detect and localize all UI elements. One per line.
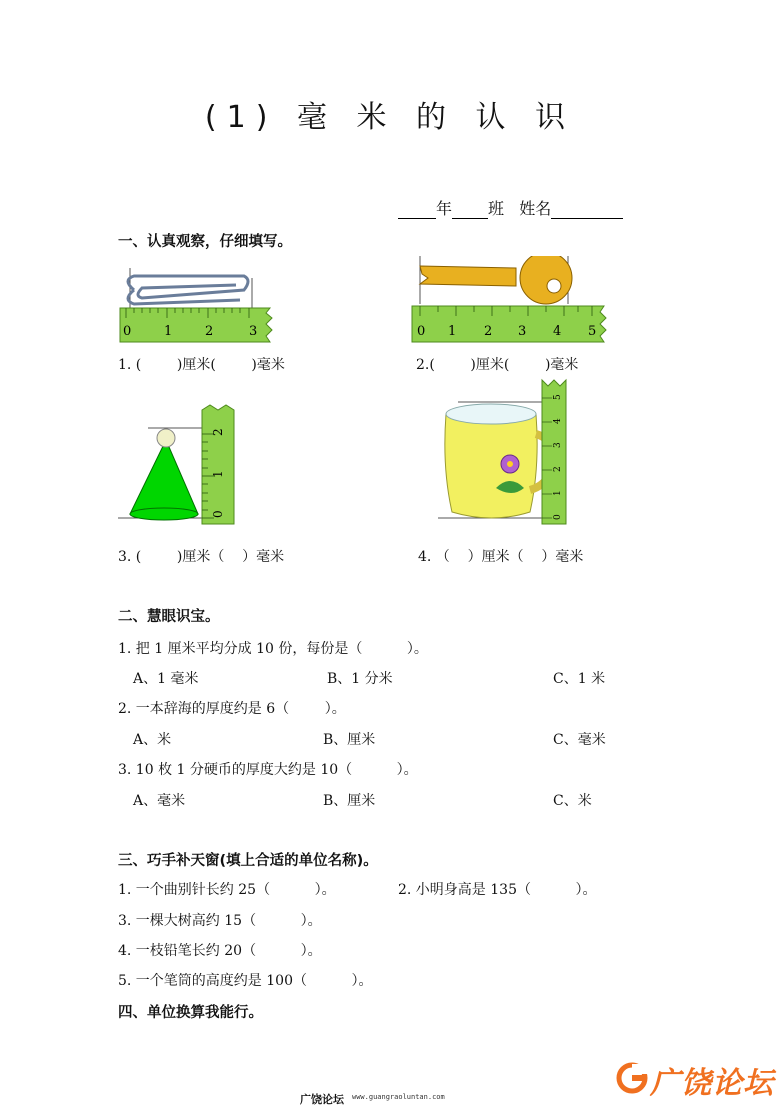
ruler4-tick-3: 3 xyxy=(553,442,563,448)
figure-paperclip-ruler xyxy=(112,268,282,348)
s2-q3-opt-a[interactable]: A、毫米 xyxy=(133,793,186,809)
s2-q2: 2. 一本辞海的厚度约是 6（ ）。 xyxy=(118,701,346,717)
ruler2-tick-0: 0 xyxy=(417,324,426,339)
ruler1-tick-3: 3 xyxy=(249,324,258,339)
s2-q2-opt-a[interactable]: A、米 xyxy=(133,732,172,748)
ruler3-tick-0: 0 xyxy=(211,510,225,518)
s2-q1-opt-a[interactable]: A、1 毫米 xyxy=(133,671,199,687)
section3-heading: 三、巧手补天窗(填上合适的单位名称)。 xyxy=(118,853,378,869)
s2-q3-opt-c[interactable]: C、米 xyxy=(553,793,592,809)
s2-q1: 1. 把 1 厘米平均分成 10 份，每份是（ ）。 xyxy=(118,641,428,657)
ruler2-tick-5: 5 xyxy=(588,324,597,339)
ruler3-tick-1: 1 xyxy=(211,470,225,478)
class-blank[interactable] xyxy=(452,202,488,219)
footer-site-url: www.guangraoluntan.com xyxy=(352,1093,445,1101)
ruler4-tick-0: 0 xyxy=(553,514,563,520)
name-blank[interactable] xyxy=(551,202,623,219)
s2-q1-opt-b[interactable]: B、1 分米 xyxy=(327,671,393,687)
s2-q3-opt-b[interactable]: B、厘米 xyxy=(323,793,376,809)
ruler1-tick-0: 0 xyxy=(123,324,132,339)
ruler1-tick-2: 2 xyxy=(205,324,214,339)
name-label: 姓名 xyxy=(519,199,552,218)
class-label: 班 xyxy=(488,199,505,218)
ruler2-tick-2: 2 xyxy=(484,324,493,339)
s3-q3: 3. 一棵大树高约 15（ ）。 xyxy=(118,913,322,929)
s3-q1: 1. 一个曲别针长约 25（ ）。 xyxy=(118,882,336,898)
ruler2-tick-1: 1 xyxy=(448,324,457,339)
figure-cone-ruler xyxy=(118,400,248,530)
s2-q2-opt-b[interactable]: B、厘米 xyxy=(323,732,376,748)
ruler2-tick-4: 4 xyxy=(553,324,562,339)
ruler4-tick-5: 5 xyxy=(553,394,563,400)
logo-text: 广饶论坛 xyxy=(650,1066,774,1101)
ruler4-tick-1: 1 xyxy=(553,490,563,496)
ruler2-tick-3: 3 xyxy=(518,324,527,339)
site-logo xyxy=(616,1056,776,1100)
section2-heading: 二、慧眼识宝。 xyxy=(118,609,220,625)
s1-q2: 2.( )厘米( )毫米 xyxy=(416,357,579,373)
section1-heading: 一、认真观察，仔细填写。 xyxy=(118,234,292,250)
student-info xyxy=(398,196,623,219)
ruler4-tick-2: 2 xyxy=(553,466,563,472)
s1-q3: 3. ( )厘米（ ）毫米 xyxy=(118,549,285,565)
ruler3-tick-2: 2 xyxy=(211,428,225,436)
ruler1-tick-1: 1 xyxy=(164,324,173,339)
year-blank[interactable] xyxy=(398,202,436,219)
figure-mug-ruler xyxy=(432,378,582,528)
ruler4-tick-4: 4 xyxy=(553,418,563,424)
s3-q5: 5. 一个笔筒的高度约是 100（ ）。 xyxy=(118,973,373,989)
s3-q2: 2. 小明身高是 135（ ）。 xyxy=(398,882,597,898)
section4-heading: 四、单位换算我能行。 xyxy=(118,1005,263,1021)
year-label: 年 xyxy=(436,199,453,218)
s2-q1-opt-c[interactable]: C、1 米 xyxy=(553,671,606,687)
logo-icon xyxy=(616,1062,648,1094)
s3-q4: 4. 一枝铅笔长约 20（ ）。 xyxy=(118,943,322,959)
s2-q2-opt-c[interactable]: C、毫米 xyxy=(553,732,606,748)
s1-q1: 1. ( )厘米( )毫米 xyxy=(118,357,285,373)
page-title: (1) 毫 米 的 认 识 xyxy=(204,100,576,135)
s1-q4: 4. （ ）厘米（ ）毫米 xyxy=(418,549,584,565)
figure-key-ruler xyxy=(408,256,618,348)
s2-q3: 3. 10 枚 1 分硬币的厚度大约是 10（ ）。 xyxy=(118,762,418,778)
footer-site-name: 广饶论坛 xyxy=(300,1093,344,1106)
